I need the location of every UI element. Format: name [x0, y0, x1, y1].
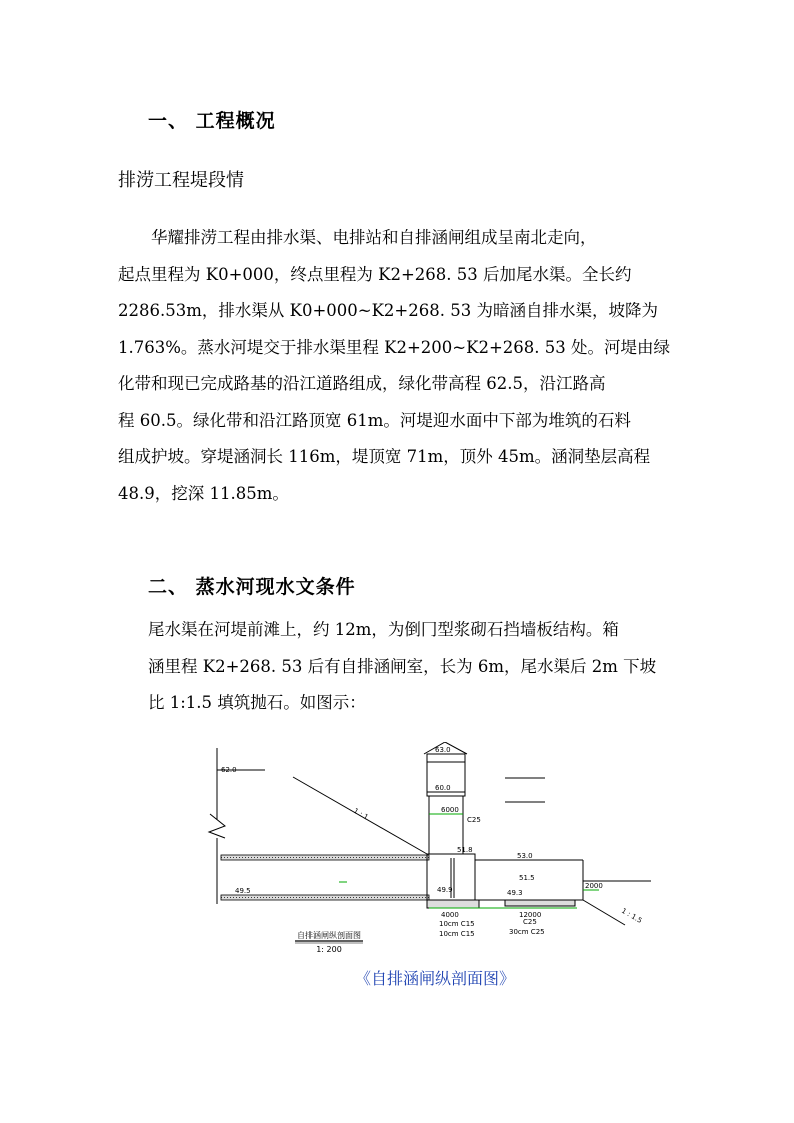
elevation-label: 51.5: [519, 874, 535, 882]
elevation-label: 62.0: [221, 766, 237, 774]
dimension-label: 4000: [441, 911, 459, 919]
drawing-title-block: [295, 930, 363, 954]
gate-chamber: [427, 854, 479, 908]
paragraph-line: 48.9，挖深 11.85m。: [118, 483, 289, 503]
section2-paragraph: [148, 612, 688, 722]
dimension-label: 2000: [585, 882, 603, 890]
elevation-label: 49.9: [437, 886, 453, 894]
material-label: C25: [467, 816, 481, 824]
dimension-label: 12000: [519, 911, 542, 919]
elevation-label: 51.8: [457, 846, 473, 854]
section1-title: 一、 工程概况: [148, 110, 276, 132]
note-label: 30cm C25: [509, 928, 545, 936]
section2-title: 二、 蒸水河现水文条件: [148, 576, 356, 598]
paragraph-line: 2286.53m，排水渠从 K0+000~K2+268. 53 为暗涵自排水渠，坡降为: [118, 301, 658, 320]
dimension-label: 6000: [441, 806, 459, 814]
dimension-lines: [339, 814, 599, 908]
section1-paragraph: [118, 220, 683, 512]
material-label: C25: [523, 918, 537, 926]
note-label: 10cm C15: [439, 920, 475, 928]
elevation-label: 63.0: [435, 746, 451, 754]
embankment-slope: [217, 770, 427, 854]
legend-lines: [505, 778, 545, 802]
slope-label: 1 : 1: [352, 806, 370, 822]
culvert-slabs: [221, 855, 429, 900]
paragraph-line: 华耀排涝工程由排水渠、电排站和自排涵闸组成呈南北走向，: [118, 228, 597, 247]
paragraph-line: 1.763%。蒸水河堤交于排水渠里程 K2+200~K2+268. 53 处。河堤由绿: [118, 337, 671, 357]
elevation-label: 60.0: [435, 784, 451, 792]
elevation-label: 49.3: [507, 889, 523, 897]
elevation-labels: [221, 746, 643, 938]
section1-subtitle: 排涝工程堤段情: [118, 170, 244, 191]
gate-tower: [424, 742, 467, 854]
paragraph-line: 比 1:1.5 填筑抛石。如图示：: [148, 693, 366, 712]
paragraph-line: 起点里程为 K0+000，终点里程为 K2+268. 53 后加尾水渠。全长约: [118, 264, 632, 284]
paragraph-line: 涵里程 K2+268. 53 后有自排涵闸室，长为 6m，尾水渠后 2m 下坡: [148, 656, 657, 676]
elevation-label: 49.5: [235, 887, 251, 895]
paragraph-line: 程 60.5。绿化带和沿江路顶宽 61m。河堤迎水面中下部为堆筑的石料: [118, 410, 631, 430]
drawing-scale: 1: 200: [316, 945, 342, 954]
sluice-section-drawing: [205, 742, 665, 957]
elevation-label: 53.0: [517, 852, 533, 860]
slope-label: 1 : 1.5: [620, 906, 644, 925]
paragraph-line: 尾水渠在河堤前滩上，约 12m，为倒冂型浆砌石挡墙板结构。箱: [148, 620, 619, 639]
note-label: 10cm C15: [439, 930, 475, 938]
paragraph-line: 化带和现已完成路基的沿江道路组成，绿化带高程 62.5，沿江路高: [118, 374, 606, 393]
drawing-title: 自排涵闸纵剖面图: [297, 931, 361, 940]
paragraph-line: 组成护坡。穿堤涵洞长 116m，堤顶宽 71m，顶外 45m。涵洞垫层高程: [118, 447, 651, 466]
figure-caption: 《自排涵闸纵剖面图》: [355, 969, 516, 988]
